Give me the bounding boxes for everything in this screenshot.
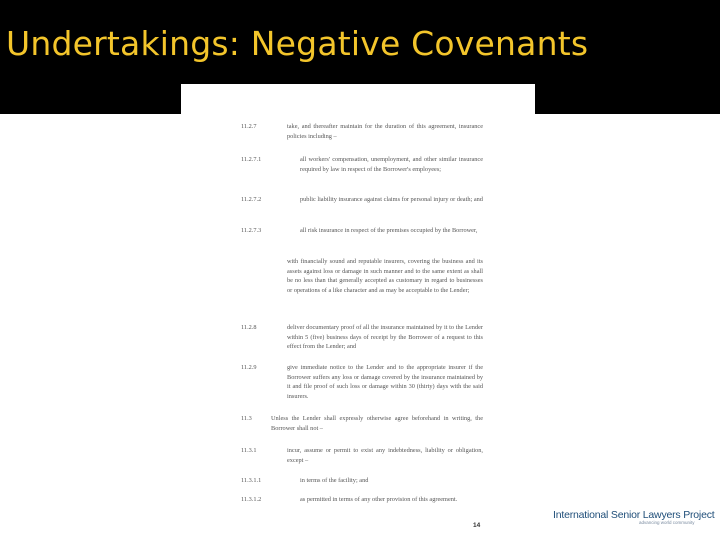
logo-tagline: advancing world community <box>639 520 695 525</box>
clause-text: Unless the Lender shall expressly otherwise agree beforehand in writing, the Borrower shall not – <box>271 415 483 432</box>
islp-logo <box>553 509 715 525</box>
clause-text: give immediate notice to the Lender and to the appropriate insurer if the Borrower suffers any loss or damage covered by the insurance maintained by it and file proof of such loss or damage within 30 (thirty) days with the said insurers. <box>287 364 483 400</box>
clause-text: take, and thereafter maintain for the duration of this agreement, insurance policies including – <box>287 123 483 140</box>
clause-text: incur, assume or permit to exist any indebtedness, liability or obligation, except – <box>287 447 483 464</box>
clause-number: 11.3.1.2 <box>241 496 262 503</box>
clause-text: all risk insurance in respect of the premises occupied by the Borrower, <box>300 227 478 234</box>
logo-name: International Senior Lawyers Project <box>553 509 715 521</box>
clause-text: with financially sound and reputable insurers, covering the business and its assets against loss or damage in such manner and to the same extent as shall be no less than that generally accepted as customary in regard to businesses or operations of a like character and as may be acceptable to the Lender; <box>287 258 483 294</box>
clause-number: 11.2.7 <box>241 123 257 130</box>
clause-text: as permitted in terms of any other provision of this agreement. <box>300 496 458 503</box>
clause-number: 11.2.8 <box>241 324 257 331</box>
page-number: 14 <box>473 522 481 529</box>
document-page <box>181 84 535 540</box>
clause-number: 11.2.7.2 <box>241 196 262 203</box>
clause-text: public liability insurance against claims for personal injury or death; and <box>300 196 483 203</box>
clause-number: 11.2.9 <box>241 364 257 371</box>
clause-text: all workers' compensation, unemployment, and other similar insurance required by law in respect of the Borrower's employees; <box>300 156 483 173</box>
clause-number: 11.2.7.3 <box>241 227 262 234</box>
clause-text: in terms of the facility; and <box>300 477 369 484</box>
clause-number: 11.3 <box>241 415 252 422</box>
clause-number: 11.3.1 <box>241 447 257 454</box>
slide-title: Undertakings: Negative Covenants <box>6 24 589 63</box>
clause-number: 11.2.7.1 <box>241 156 262 163</box>
clause-text: deliver documentary proof of all the insurance maintained by it to the Lender within 5 (five) business days of receipt by the Borrower of a request to this effect from the Lender; and <box>287 324 483 351</box>
clause-number: 11.3.1.1 <box>241 477 262 484</box>
